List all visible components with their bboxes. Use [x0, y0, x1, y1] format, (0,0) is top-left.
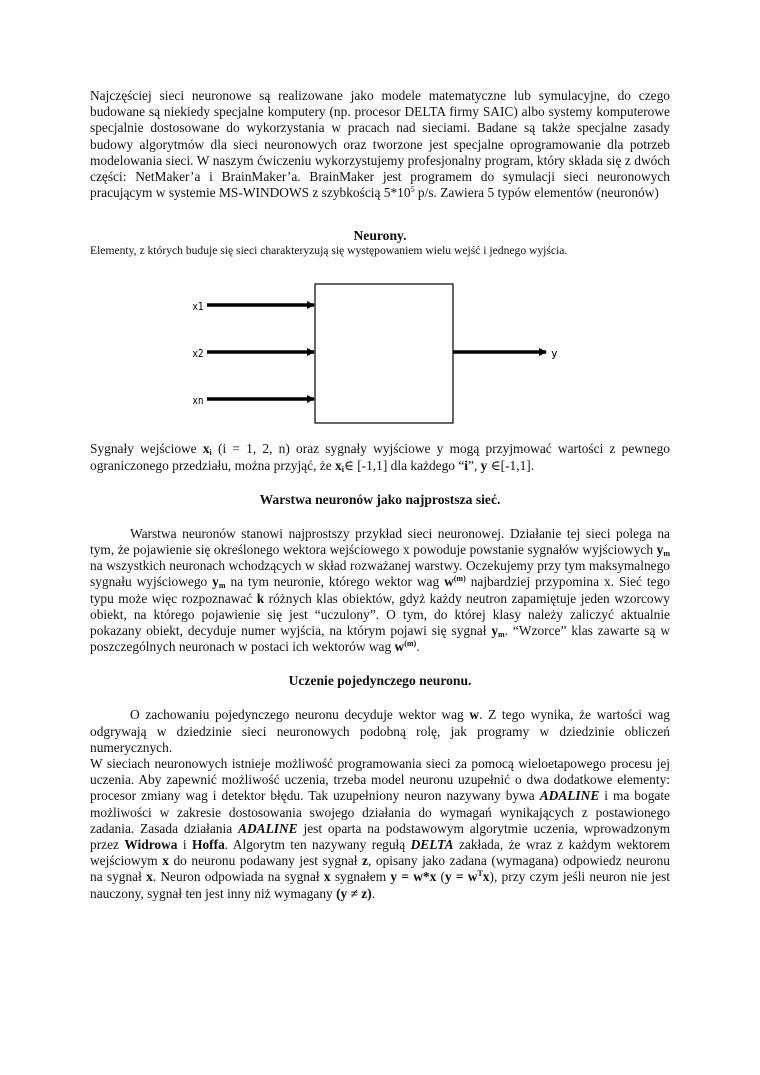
section-title-warstwa: Warstwa neuronów jako najprostsza sieć.	[259, 491, 501, 507]
neuron-diagram	[90, 269, 670, 429]
uczenie-paragraph-1: O zachowaniu pojedynczego neuronu decyduje wektor wag w. Z tego wynika, że wartości wag odgrywają w dziedzinie sieci neuronowych podobną rolę, jak programy w dziedzinie obliczeń numerycznych.	[90, 707, 670, 755]
warstwa-paragraph: Warstwa neuronów stanowi najprostszy przykład sieci neuronowej. Działanie tej sieci polega na tym, że pojawienie się określonego wektora wejściowego x powoduje powstanie sygnałów wyjściowych $y_m$ na wszystkich neuronach wchodzących w skład rozważanej warstwy. Oczekujemy przy tym maksymalnego sygnału wyjściowego $y_m$ na tym neuronie, którego wektor wag $w^{(m)}$ najbardziej przypomina x. Sieć tego typu może więc rozpoznawać k różnych klas obiektów, gdyż każdy neutron zapamiętuje jeden wzorcowy obiekt, na którego pojawienie się jest “uczulony”. O tym, do której klasy należy zaliczyć aktualnie pokazany obiekt, decyduje numer wyjścia, na którym pojawi się sygnał $y_m$. “Wzorce” klas zawarte są w poszczególnych neuronach w postaci ich wektorów wag $w^{(m)}$.	[90, 525, 670, 655]
output-label: y	[551, 347, 558, 361]
input-label-2: x2	[192, 348, 204, 361]
signals-paragraph: Sygnały wejściowe $x_i$ (i = 1, 2, n) oraz sygnały wyjściowe y mogą przyjmować wartości z pewnego ograniczonego przedziału, można przyjąć, że $x_i\in$ [-1,1] dla każdego “i”, y ∈[-1,1].	[90, 441, 670, 474]
uczenie-paragraph-2: W sieciach neuronowych istnieje możliwość programowania sieci za pomocą wieloetapowego procesu jej uczenia. Aby zapewnić możliwość uczenia, trzeba model neuronu uzupełnić o dwa dodatkowe elementy: procesor zmiany wag i detektor błędu. Tak uzupełniony neuron nazywany bywa ADALINE i ma bogate możliwości w zakresie dostosowania swojego działania do wymagań wynikających z postawionego zadania. Zasada działania ADALINE jest oparta na podstawowym algorytmie uczenia, wprowadzonym przez Widrowa i Hoffa. Algorytm ten nazywany regułą DELTA zakłada, że wraz z każdym wektorem wejściowym x do neuronu podawany jest sygnał z, opisany jako zadana (wymagana) odpowiedz neuronu na sygnał x. Neuron odpowiada na sygnał x sygnałem y = w*x $(y = w^Tx)$, przy czym jeśli neuron nie jest nauczony, sygnał ten jest inny niż wymagany (y ≠ z).	[90, 756, 671, 901]
document-page	[90, 88, 670, 902]
section-title-uczenie: Uczenie pojedynczego neuronu.	[288, 673, 472, 689]
neuron-box	[315, 284, 453, 423]
intro-paragraph: Najczęściej sieci neuronowe są realizowane jako modele matematyczne lub symulacyjne, do czego budowane są niekiedy specjalne komputery (np. procesor DELTA firmy SAIC) albo systemy komputerowe specjalnie dostosowane do wykorzystania w pracach nad sieciami. Badane są także specjalne zasady budowy algorytmów dla sieci neuronowych oraz tworzone jest specjalne oprogramowanie dla potrzeb modelowania sieci. W naszym ćwiczeniu wykorzystujemy profesjonalny program, który składa się z dwóch części: NetMaker’a i BrainMaker’a. BrainMaker jest programem do symulacji sieci neuronowych pracującym w systemie MS-WINDOWS z szybkością $5*10^5$ p/s. Zawiera 5 typów elementów (neuronów)	[90, 88, 670, 201]
input-label-1: x1	[192, 301, 204, 314]
input-label-n: xn	[192, 395, 204, 408]
section-title-neurony: Neurony.	[353, 228, 407, 244]
neuron-caption: Elementy, z których buduje się sieci charakteryzują się występowaniem wielu wejść i jednego wyjścia.	[90, 244, 568, 258]
